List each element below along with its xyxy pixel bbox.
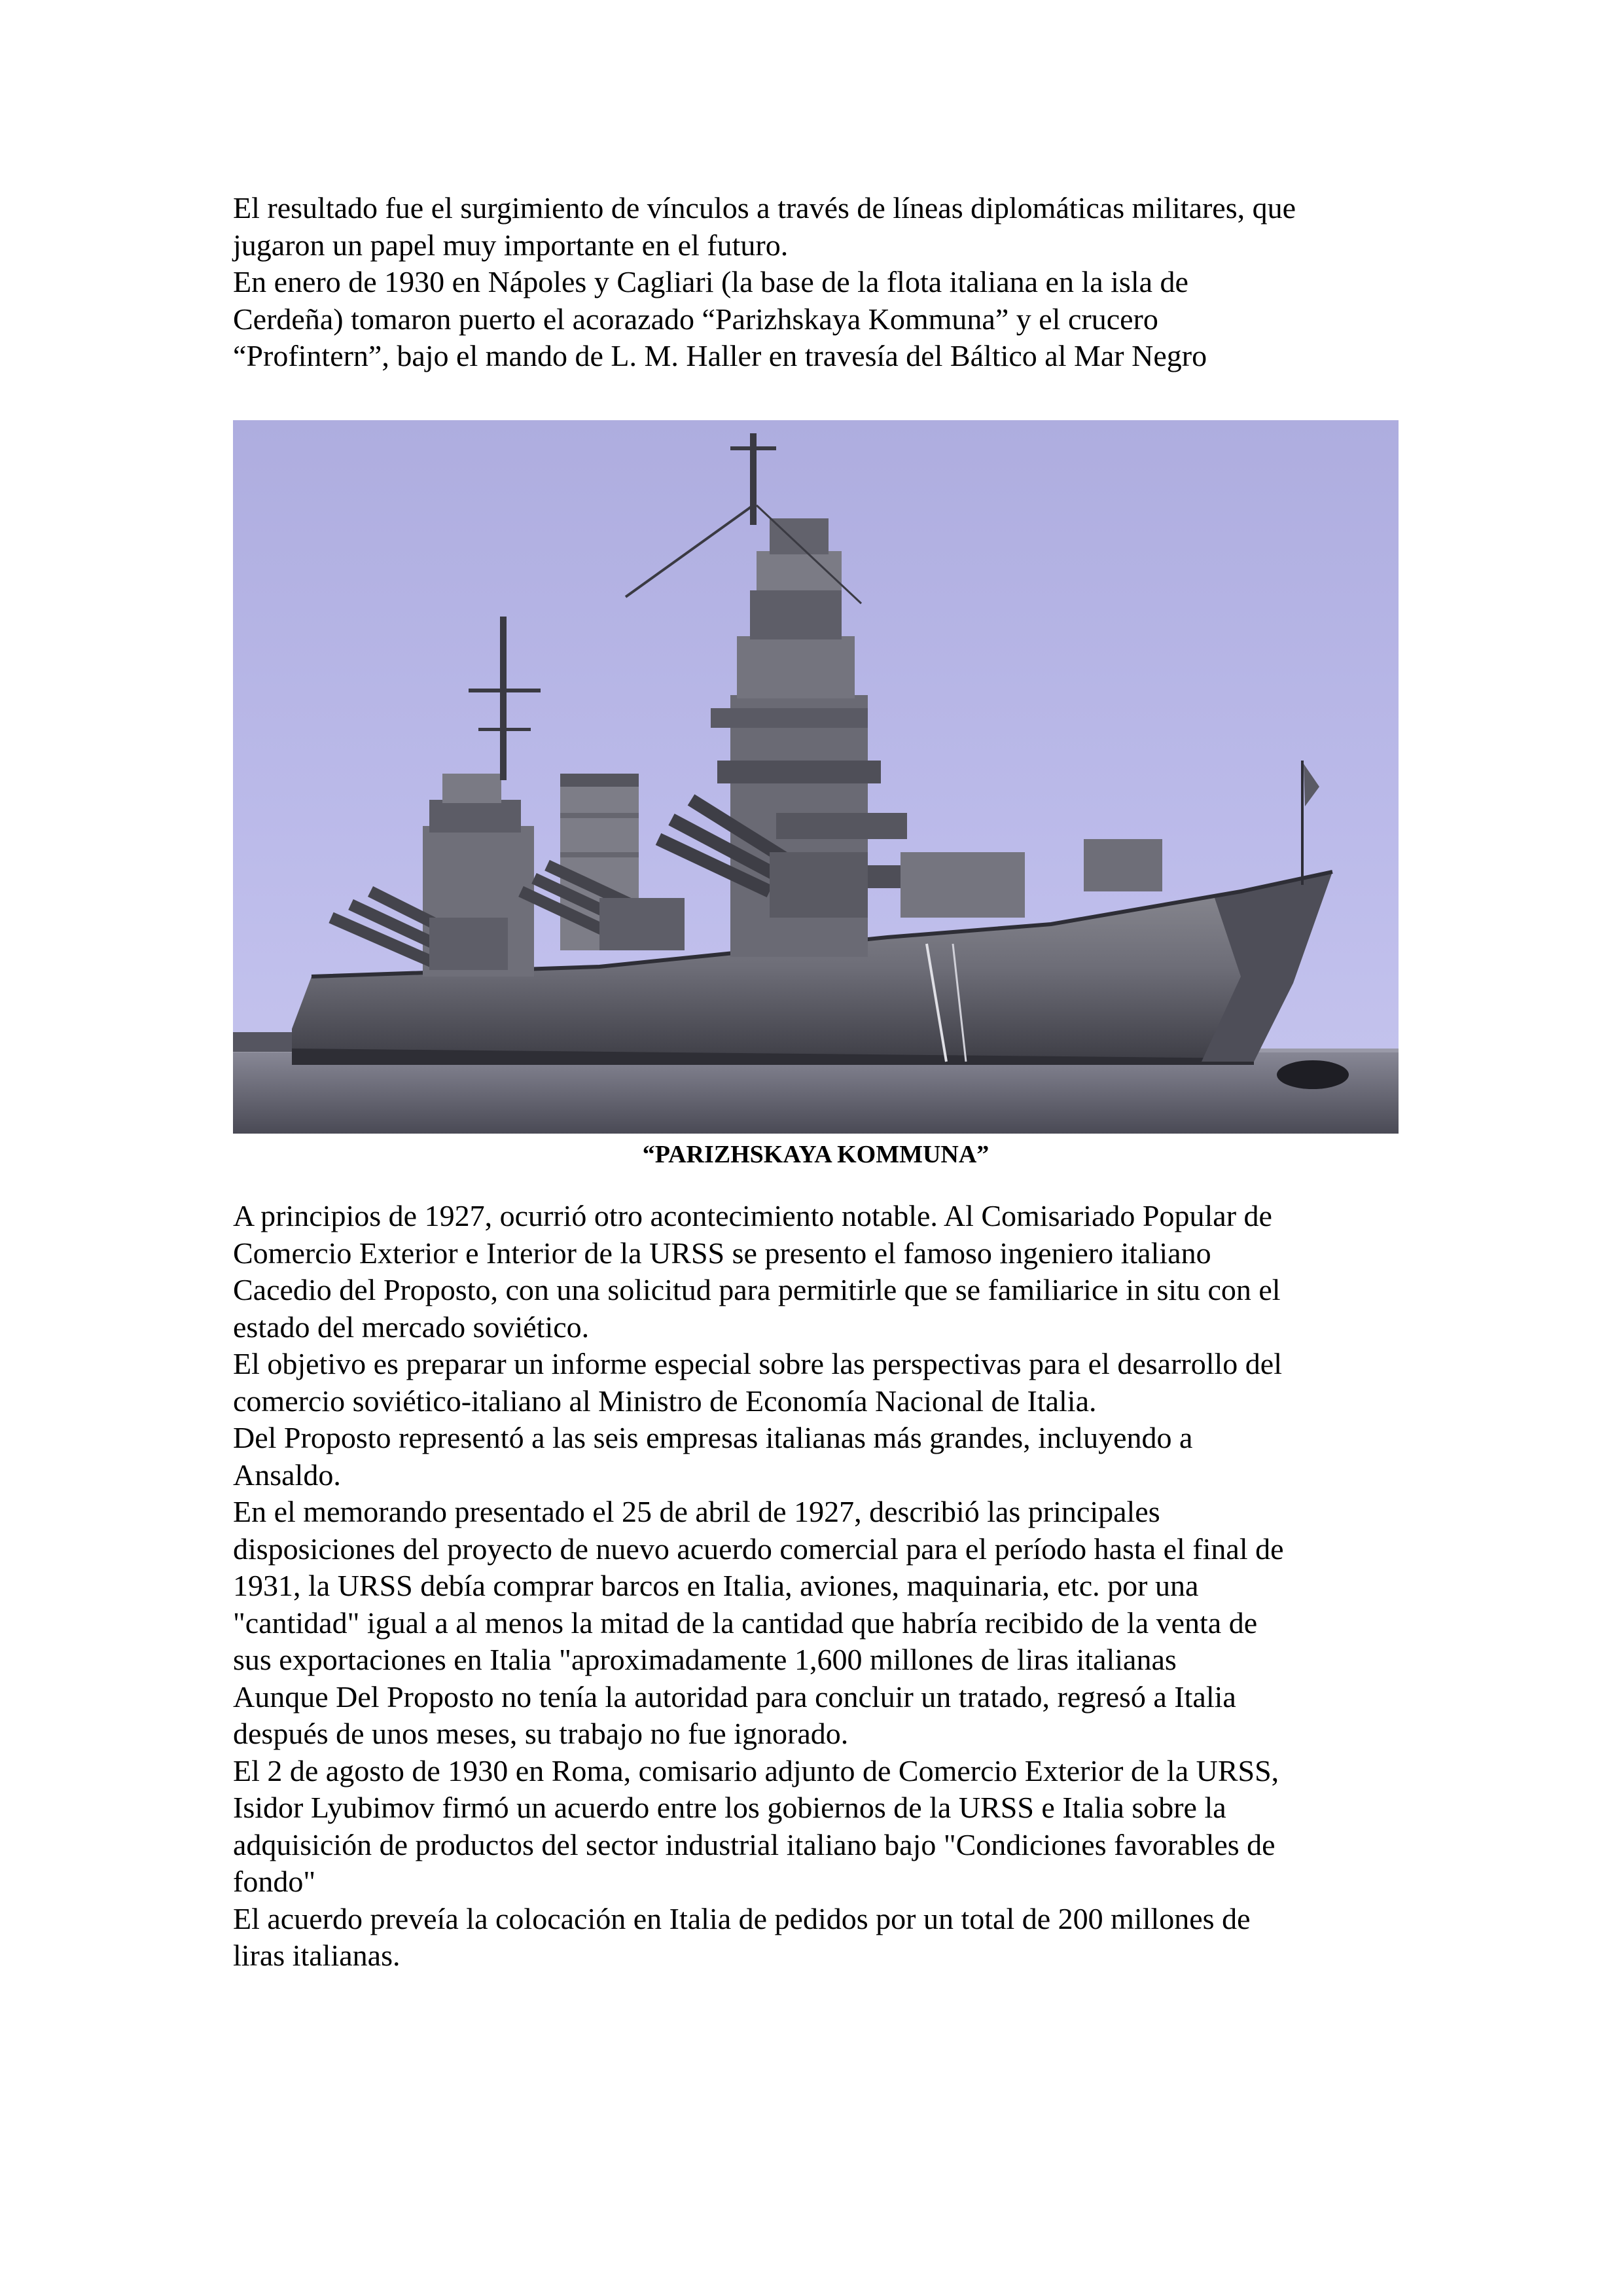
text-line: Del Proposto representó a las seis empresas italianas más grandes, incluyendo a: [233, 1421, 1193, 1454]
text-line: adquisición de productos del sector industrial italiano bajo "Condiciones favorables de: [233, 1827, 1275, 1861]
text-line: 1931, la URSS debía comprar barcos en Italia, aviones, maquinaria, etc. por una: [233, 1569, 1199, 1602]
text-line: Cerdeña) tomaron puerto el acorazado “Parizhskaya Kommuna” y el crucero: [233, 302, 1158, 336]
text-line: liras italianas.: [233, 1939, 401, 1972]
text-line: Comercio Exterior e Interior de la URSS se presento el famoso ingeniero italiano: [233, 1236, 1211, 1270]
text-line: después de unos meses, su trabajo no fue ignorado.: [233, 1717, 849, 1750]
figure-caption: “PARIZHSKAYA KOMMUNA”: [642, 1141, 990, 1168]
text-line: En el memorando presentado el 25 de abril de 1927, describió las principales: [233, 1495, 1160, 1528]
text-line: fondo": [233, 1865, 316, 1898]
text-line: En enero de 1930 en Nápoles y Cagliari (la base de la flota italiana en la isla de: [233, 265, 1188, 298]
text-line: comercio soviético-italiano al Ministro de Economía Nacional de Italia.: [233, 1384, 1097, 1418]
text-line: Isidor Lyubimov firmó un acuerdo entre los gobiernos de la URSS e Italia sobre la: [233, 1791, 1226, 1824]
text-line: El objetivo es preparar un informe especial sobre las perspectivas para el desarrollo del: [233, 1347, 1282, 1380]
text-line: El acuerdo preveía la colocación en Italia de pedidos por un total de 200 millones de: [233, 1901, 1251, 1935]
intro-paragraph: [233, 190, 1398, 375]
text-line: Cacedio del Proposto, con una solicitud para permitirle que se familiarice in situ con el: [233, 1273, 1281, 1306]
text-line: jugaron un papel muy importante en el futuro.: [233, 228, 789, 262]
text-line: El 2 de agosto de 1930 en Roma, comisario adjunto de Comercio Exterior de la URSS,: [233, 1753, 1279, 1787]
text-line: estado del mercado soviético.: [233, 1310, 590, 1344]
text-line: Ansaldo.: [233, 1458, 341, 1492]
text-line: “Profintern”, bajo el mando de L. M. Haller en travesía del Báltico al Mar Negro: [233, 339, 1207, 372]
text-line: A principios de 1927, ocurrió otro acontecimiento notable. Al Comisariado Popular de: [233, 1199, 1272, 1232]
text-line: disposiciones del proyecto de nuevo acuerdo comercial para el período hasta el final de: [233, 1532, 1284, 1566]
battleship-photo: [233, 420, 1399, 1134]
body-paragraph: [233, 1198, 1398, 1975]
text-line: El resultado fue el surgimiento de vínculos a través de líneas diplomáticas militares, que: [233, 191, 1296, 224]
text-line: sus exportaciones en Italia "aproximadamente 1,600 millones de liras italianas: [233, 1643, 1177, 1676]
text-line: Aunque Del Proposto no tenía la autoridad para concluir un tratado, regresó a Italia: [233, 1679, 1236, 1713]
text-line: "cantidad" igual a al menos la mitad de la cantidad que habría recibido de la venta de: [233, 1605, 1258, 1640]
